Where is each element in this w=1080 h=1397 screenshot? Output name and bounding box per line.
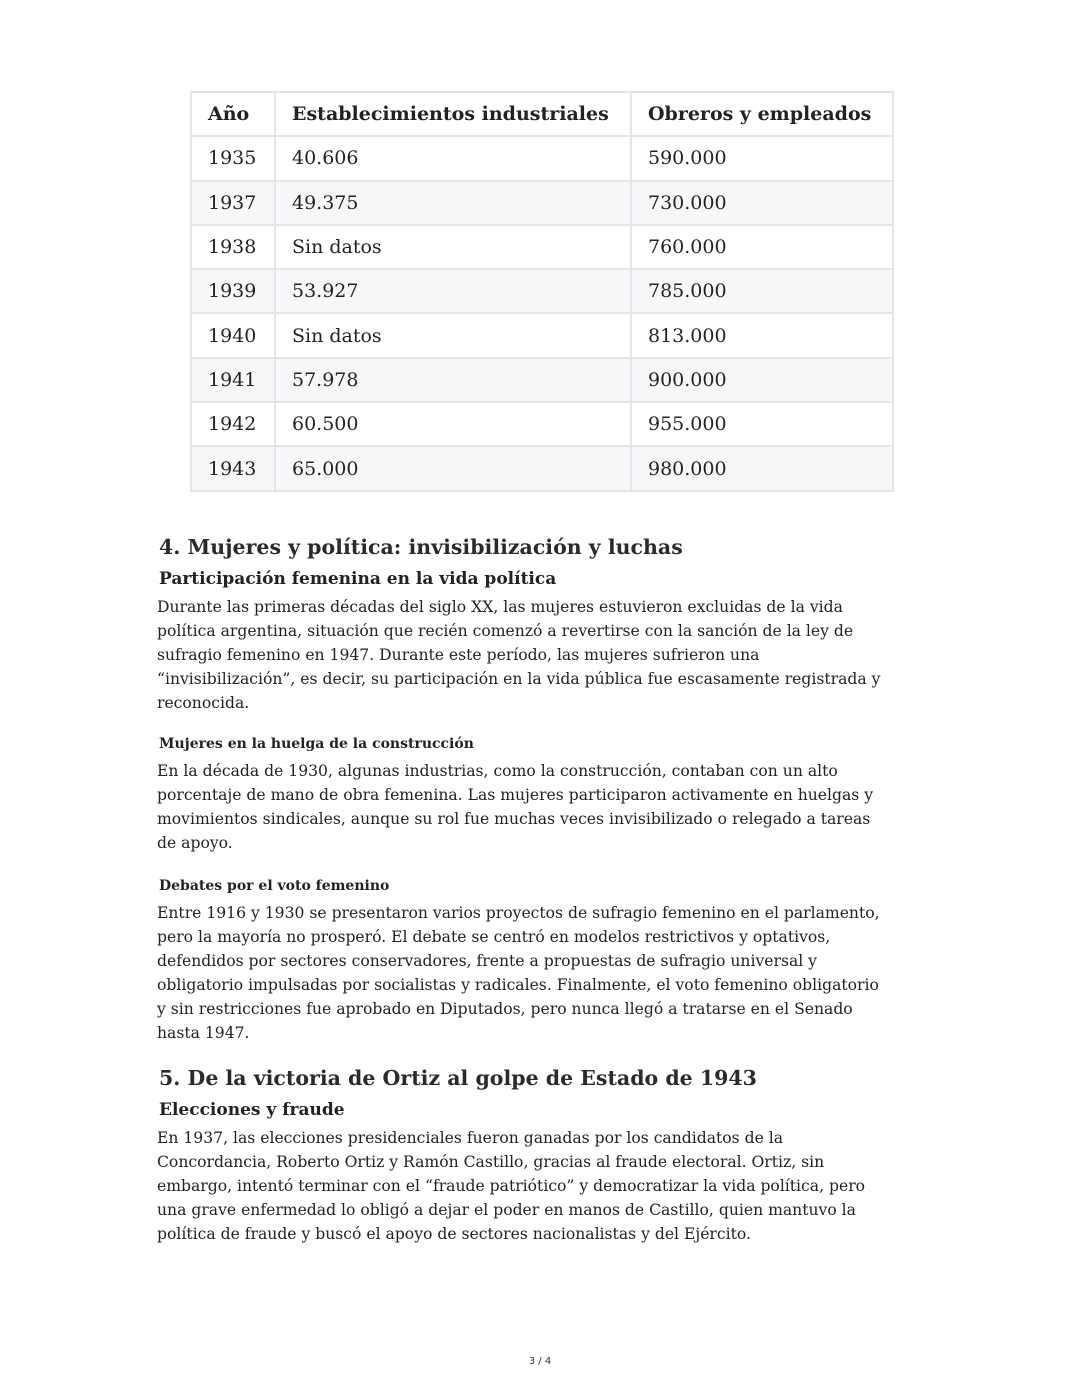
text-line: “invisibilización”, es decir, su participación en la vida pública fue escasamente registrada y: [157, 670, 881, 688]
cell-year: 1941: [191, 358, 275, 402]
text-line: sufragio femenino en 1947. Durante este período, las mujeres sufrieron una: [157, 646, 760, 664]
text-line: pero la mayoría no prosperó. El debate se centró en modelos restrictivos y optativos,: [157, 928, 831, 946]
page-number: 3 / 4: [528, 1356, 552, 1367]
cell-establishments: 53.927: [275, 269, 631, 313]
cell-workers: 785.000: [631, 269, 893, 313]
text-line: Durante las primeras décadas del siglo XX, las mujeres estuvieron excluidas de la vida: [157, 598, 843, 616]
cell-establishments: 60.500: [275, 402, 631, 446]
text-line: Concordancia, Roberto Ortiz y Ramón Castillo, gracias al fraude electoral. Ortiz, sin: [157, 1153, 825, 1171]
text-line: política de fraude y buscó el apoyo de sectores nacionalistas y del Ejército.: [157, 1225, 751, 1243]
cell-year: 1937: [191, 181, 275, 225]
table-row: [191, 446, 893, 490]
table-header-row: [191, 92, 893, 136]
header-year: Año: [191, 92, 275, 136]
cell-year: 1939: [191, 269, 275, 313]
section-5-title: 5. De la victoria de Ortiz al golpe de Estado de 1943: [159, 1066, 757, 1090]
text-line: obligatorio impulsadas por socialistas y radicales. Finalmente, el voto femenino obligatorio: [157, 976, 879, 994]
paragraph-voto: [157, 901, 880, 1045]
paragraph-elecciones: [157, 1126, 865, 1246]
cell-year: 1942: [191, 402, 275, 446]
cell-establishments: 40.606: [275, 136, 631, 180]
cell-year: 1940: [191, 313, 275, 357]
subheading-participacion: Participación femenina en la vida política: [159, 569, 557, 589]
table-row: [191, 269, 893, 313]
text-line: de apoyo.: [157, 834, 233, 852]
cell-workers: 730.000: [631, 181, 893, 225]
table-row: [191, 136, 893, 180]
subheading-elecciones: Elecciones y fraude: [159, 1100, 345, 1120]
text-line: y sin restricciones fue aprobado en Diputados, pero nunca llegó a tratarse en el Senado: [157, 1000, 853, 1018]
text-line: una grave enfermedad lo obligó a dejar el poder en manos de Castillo, quien mantuvo la: [157, 1201, 856, 1219]
text-line: movimientos sindicales, aunque su rol fue muchas veces invisibilizado o relegado a tareas: [157, 810, 871, 828]
table-row: [191, 313, 893, 357]
cell-workers: 980.000: [631, 446, 893, 490]
text-line: reconocida.: [157, 694, 250, 712]
industry-table: [190, 91, 894, 492]
cell-workers: 955.000: [631, 402, 893, 446]
subheading-huelga: Mujeres en la huelga de la construcción: [159, 736, 474, 752]
text-line: porcentaje de mano de obra femenina. Las mujeres participaron activamente en huelgas y: [157, 786, 874, 804]
table-row: [191, 181, 893, 225]
table-row: [191, 358, 893, 402]
cell-establishments: 65.000: [275, 446, 631, 490]
subheading-voto: Debates por el voto femenino: [159, 878, 390, 894]
header-workers: Obreros y empleados: [631, 92, 893, 136]
cell-establishments: Sin datos: [275, 225, 631, 269]
text-line: En la década de 1930, algunas industrias, como la construcción, contaban con un alto: [157, 762, 838, 780]
table-row: [191, 402, 893, 446]
cell-year: 1935: [191, 136, 275, 180]
text-line: hasta 1947.: [157, 1024, 250, 1042]
text-line: embargo, intentó terminar con el “fraude patriótico” y democratizar la vida política, pero: [157, 1177, 866, 1195]
table-row: [191, 225, 893, 269]
paragraph-huelga: [157, 759, 873, 855]
cell-workers: 590.000: [631, 136, 893, 180]
paragraph-participacion: [157, 595, 880, 715]
cell-workers: 900.000: [631, 358, 893, 402]
cell-workers: 760.000: [631, 225, 893, 269]
cell-year: 1938: [191, 225, 275, 269]
text-line: Entre 1916 y 1930 se presentaron varios proyectos de sufragio femenino en el parlamento,: [157, 904, 880, 922]
text-line: política argentina, situación que recién comenzó a revertirse con la sanción de la ley de: [157, 622, 854, 640]
cell-establishments: 49.375: [275, 181, 631, 225]
cell-establishments: Sin datos: [275, 313, 631, 357]
cell-year: 1943: [191, 446, 275, 490]
cell-workers: 813.000: [631, 313, 893, 357]
section-4-title: 4. Mujeres y política: invisibilización y luchas: [159, 535, 683, 559]
cell-establishments: 57.978: [275, 358, 631, 402]
text-line: defendidos por sectores conservadores, frente a propuestas de sufragio universal y: [157, 952, 817, 970]
text-line: En 1937, las elecciones presidenciales fueron ganadas por los candidatos de la: [157, 1129, 784, 1147]
header-establishments: Establecimientos industriales: [275, 92, 631, 136]
